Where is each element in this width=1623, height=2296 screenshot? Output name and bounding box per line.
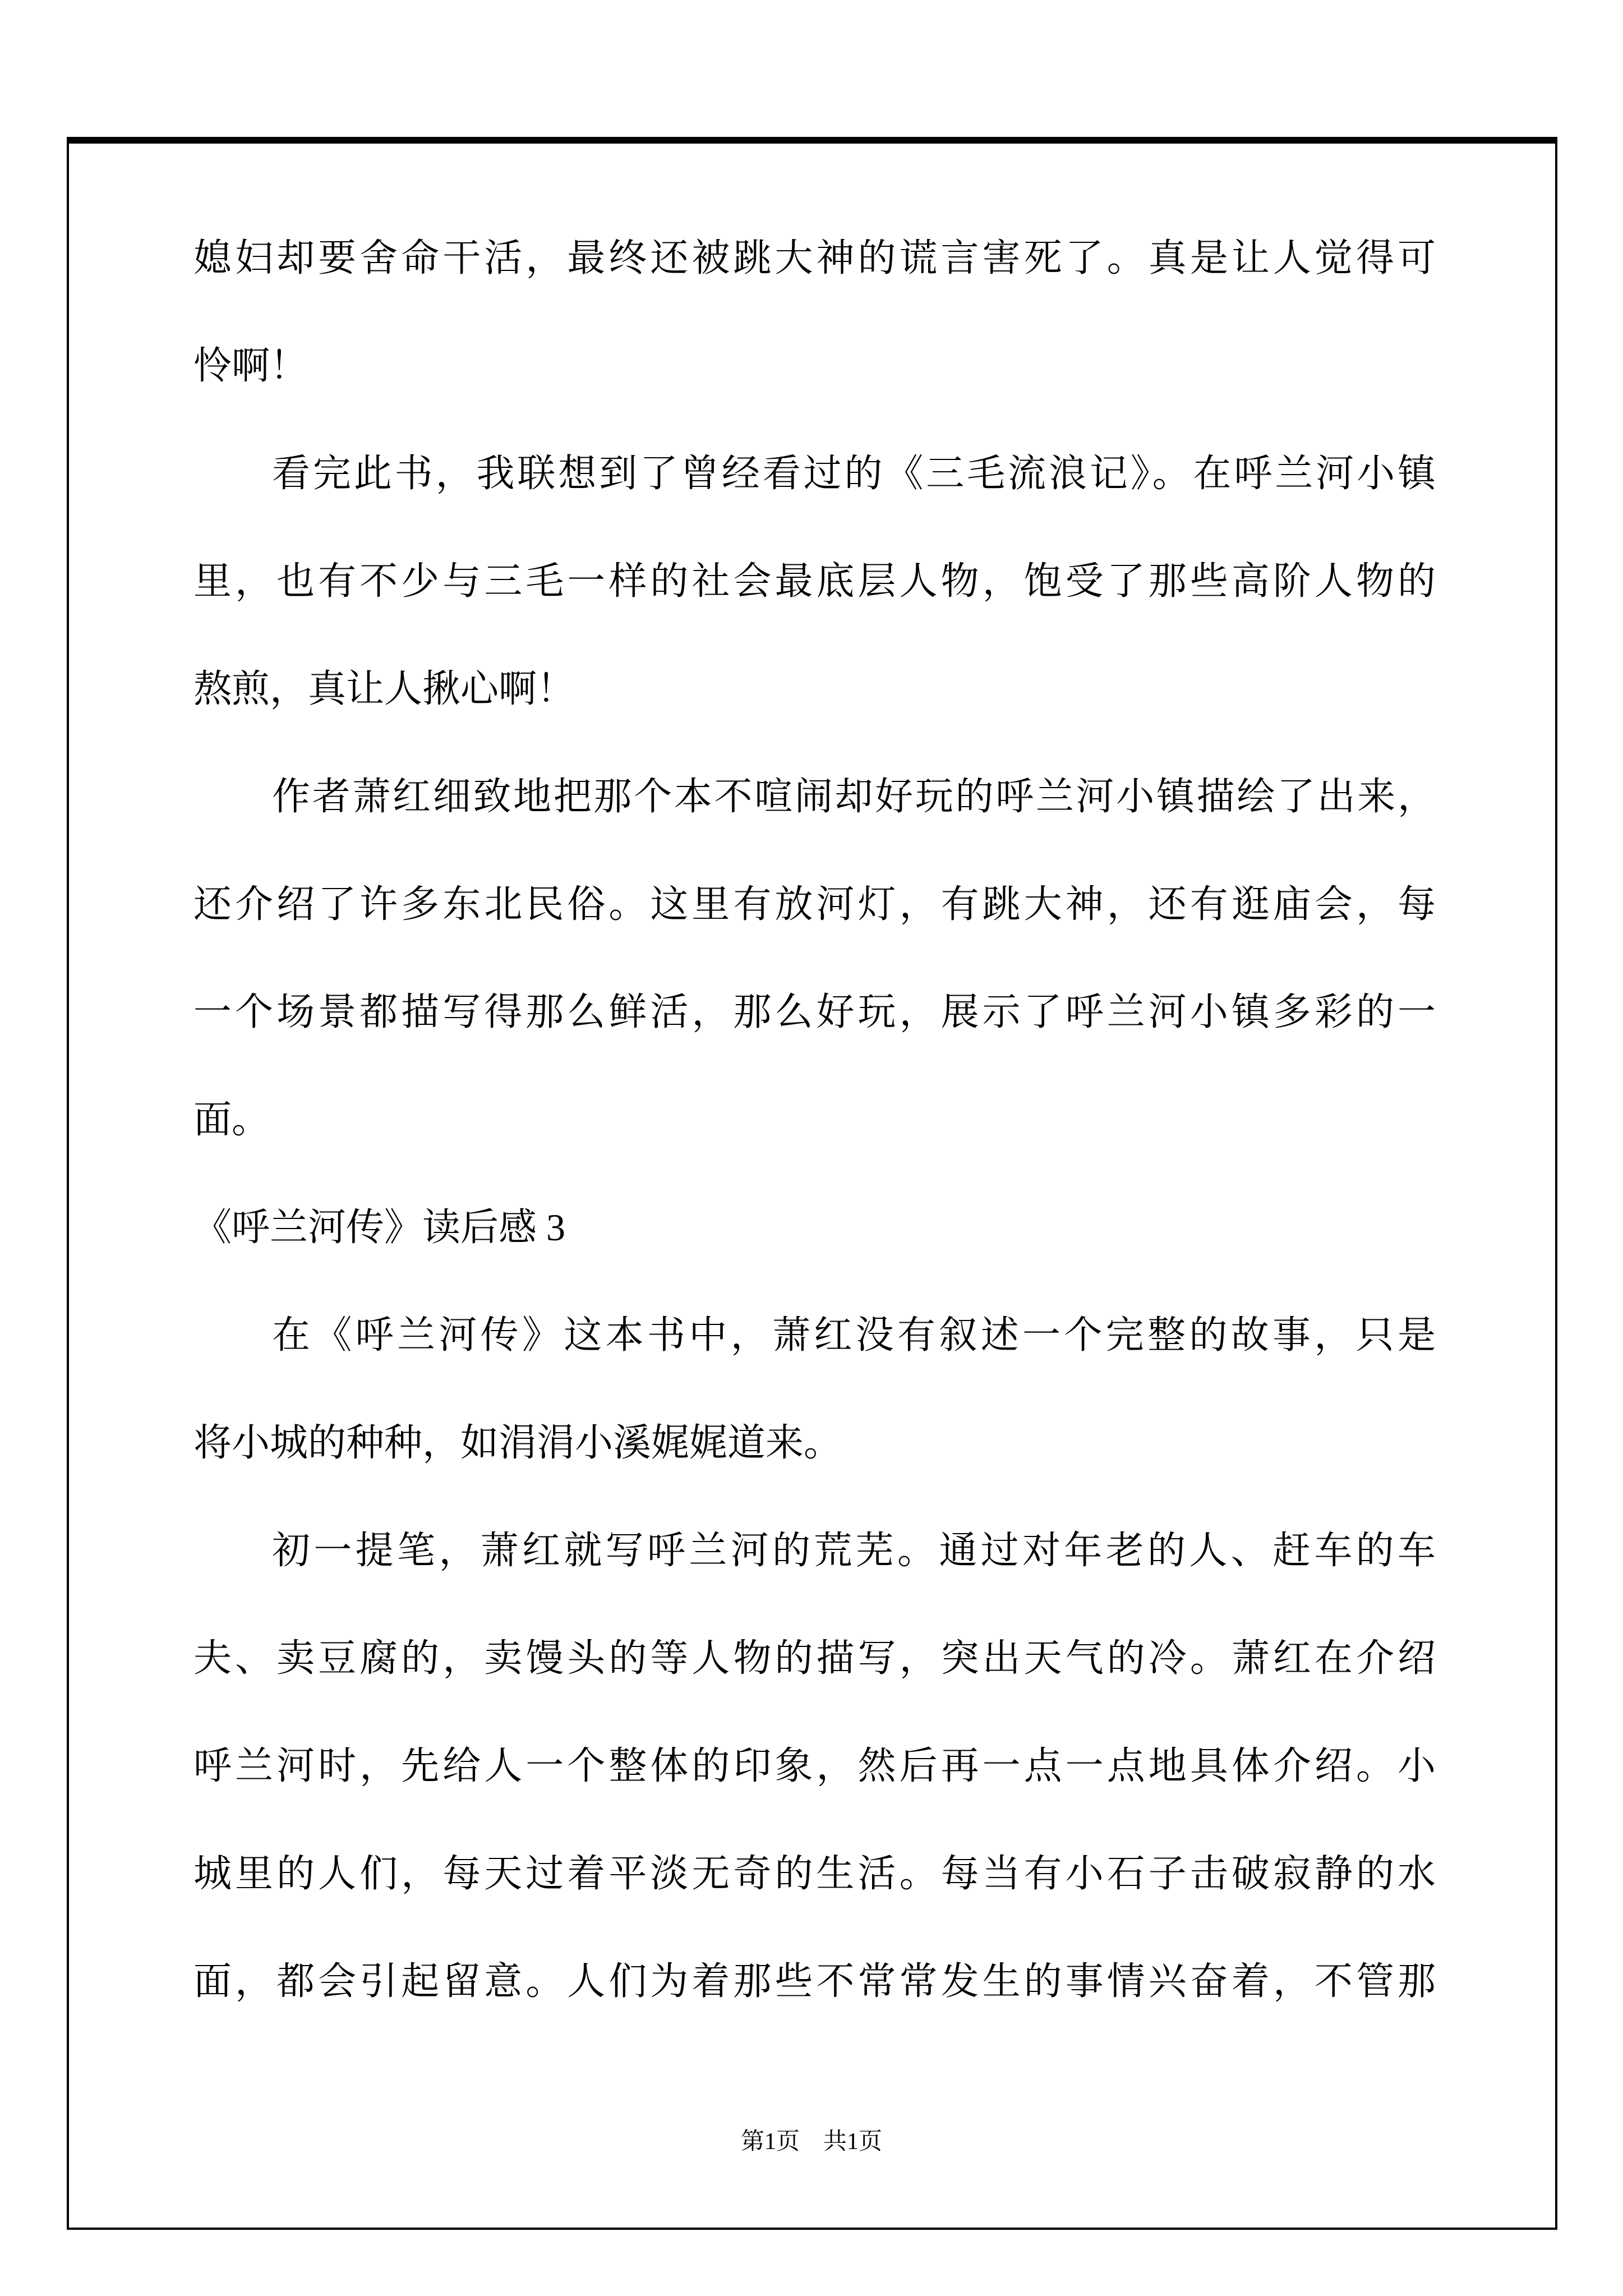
text-line-13: 初一提笔，萧红就写呼兰河的荒芜。通过对年老的人、赶车的车: [272, 1529, 1436, 1572]
text-line-11: 在《呼兰河传》这本书中，萧红没有叙述一个完整的故事，只是: [272, 1314, 1436, 1356]
text-line-1: 媳妇却要舍命干活，最终还被跳大神的谎言害死了。真是让人觉得可: [193, 237, 1436, 279]
document-body-text: [193, 204, 1436, 2035]
text-line-2: 怜啊！: [193, 344, 308, 387]
text-line-6: 作者萧红细致地把那个本不喧闹却好玩的呼兰河小镇描绘了出来，: [272, 775, 1436, 818]
text-line-7: 还介绍了许多东北民俗。这里有放河灯，有跳大神，还有逛庙会，每: [193, 883, 1436, 926]
text-line-8: 一个场景都描写得那么鲜活，那么好玩，展示了呼兰河小镇多彩的一: [193, 991, 1436, 1033]
text-line-15: 呼兰河时，先给人一个整体的印象，然后再一点一点地具体介绍。小: [193, 1745, 1436, 1787]
text-line-12: 将小城的种种，如涓涓小溪娓娓道来。: [193, 1421, 842, 1464]
text-line-14: 夫、卖豆腐的，卖馒头的等人物的描写，突出天气的冷。萧红在介绍: [193, 1637, 1436, 1680]
page-footer: 第1页 共1页: [740, 2129, 882, 2155]
text-line-3: 看完此书，我联想到了曾经看过的《三毛流浪记》。在呼兰河小镇: [272, 452, 1436, 495]
text-line-9: 面。: [193, 1098, 270, 1141]
text-line-4: 里，也有不少与三毛一样的社会最底层人物，饱受了那些高阶人物的: [193, 560, 1436, 602]
text-line-17: 面，都会引起留意。人们为着那些不常常发生的事情兴奋着，不管那: [193, 1960, 1436, 2003]
text-line-5: 熬煎，真让人揪心啊！: [193, 668, 575, 710]
text-line-16: 城里的人们，每天过着平淡无奇的生活。每当有小石子击破寂静的水: [193, 1852, 1436, 1895]
section-heading: 《呼兰河传》读后感 3: [193, 1206, 566, 1249]
